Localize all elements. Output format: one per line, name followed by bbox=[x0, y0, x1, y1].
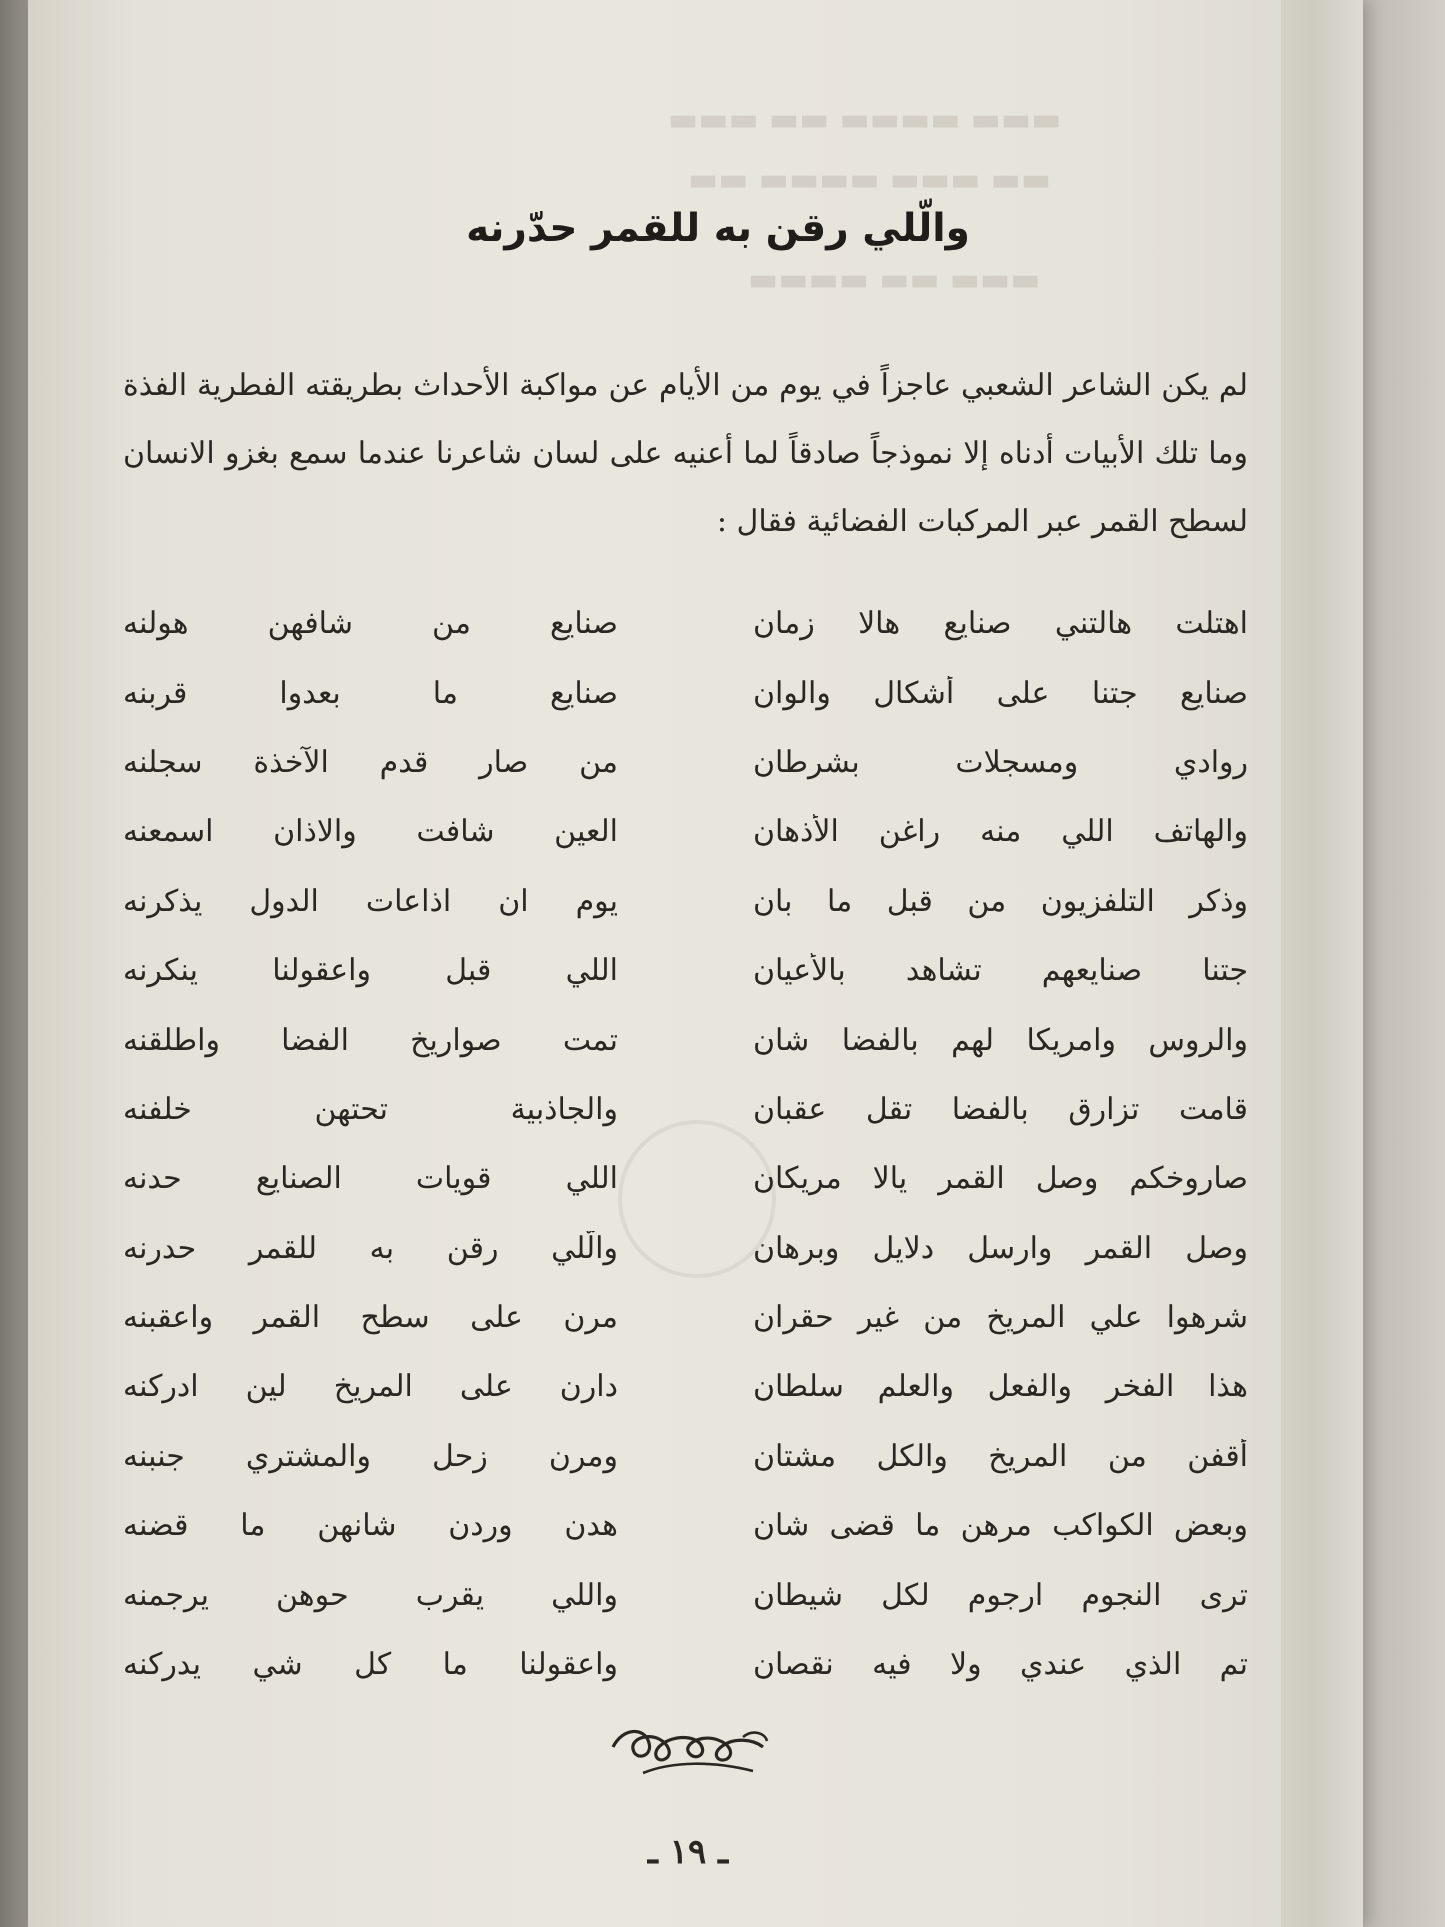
verse-second-hemistich: والجاذبية تحتهن خلفنه bbox=[123, 1091, 618, 1127]
verse bbox=[123, 1422, 1248, 1491]
verse-second-hemistich: اللي قويات الصنايع حدنه bbox=[123, 1161, 618, 1197]
verse-first-hemistich: صنايع جتنا على أشكال والوان bbox=[753, 675, 1248, 711]
poem bbox=[123, 589, 1248, 1699]
bleed-through-text-2: ▬▬ ▬▬▬▬ ▬▬▬ ▬▬ bbox=[688, 160, 1052, 198]
verse-second-hemistich: تمت صواريخ الفضا واطلقنه bbox=[123, 1022, 618, 1058]
page-edge-shadow bbox=[1281, 0, 1363, 1927]
verse-first-hemistich: جتنا صنايعهم تشاهد بالأعيان bbox=[753, 953, 1248, 989]
verse-first-hemistich: صاروخكم وصل القمر يالا مريكان bbox=[753, 1161, 1248, 1197]
verse-first-hemistich: وبعض الكواكب مرهن ما قضى شان bbox=[753, 1508, 1248, 1544]
bleed-through-text-1: ▬▬▬ ▬▬ ▬▬▬▬ ▬▬▬ bbox=[668, 100, 1062, 138]
page-number: ـ ١٩ ـ bbox=[647, 1832, 729, 1872]
verse bbox=[123, 1283, 1248, 1352]
verse-first-hemistich: تم الذي عندي ولا فيه نقصان bbox=[753, 1647, 1248, 1683]
verse bbox=[123, 867, 1248, 936]
verse-first-hemistich: شرهوا علي المريخ من غير حقران bbox=[753, 1300, 1248, 1336]
verse-second-hemistich: مرن على سطح القمر واعقبنه bbox=[123, 1300, 618, 1336]
book-page bbox=[28, 0, 1363, 1927]
verse-first-hemistich: اهتلت هالتني صنايع هالا زمان bbox=[753, 606, 1248, 642]
verse-second-hemistich: من صار قدم الآخذة سجلنه bbox=[123, 744, 618, 780]
verse bbox=[123, 797, 1248, 866]
verse-second-hemistich: اللي قبل واعقولنا ينكرنه bbox=[123, 953, 618, 989]
verse-first-hemistich: روادي ومسجلات بشرطان bbox=[753, 744, 1248, 780]
verse-first-hemistich: والهاتف اللي منه راغن الأذهان bbox=[753, 814, 1248, 850]
bleed-through-text-3: ▬▬▬▬ ▬▬ ▬▬▬ bbox=[748, 260, 1041, 298]
verse bbox=[123, 1214, 1248, 1283]
intro-paragraph: لم يكن الشاعر الشعبي عاجزاً في يوم من الأيام عن مواكبة الأحداث بطريقته الفطرية الفذة وما تلك الأبيات أدناه إلا نموذجاً صادقاً لما أعنيه على لسان شاعرنا عندما سمع بغزو الانسان لسطح القمر عبر المركبات الفضائية فقال : bbox=[123, 368, 1248, 539]
verse-first-hemistich: وذكر التلفزيون من قبل ما بان bbox=[753, 883, 1248, 919]
verse bbox=[123, 1075, 1248, 1144]
verse bbox=[123, 1491, 1248, 1560]
verse bbox=[123, 1630, 1248, 1699]
verse bbox=[123, 936, 1248, 1005]
verse-first-hemistich: والروس وامريكا لهم بالفضا شان bbox=[753, 1022, 1248, 1058]
verse bbox=[123, 1144, 1248, 1213]
verse-first-hemistich: ترى النجوم ارجوم لكل شيطان bbox=[753, 1577, 1248, 1613]
verse-second-hemistich: دارن على المريخ لين ادركنه bbox=[123, 1369, 618, 1405]
verse-second-hemistich: واعقولنا ما كل شي يدركنه bbox=[123, 1647, 618, 1683]
verse-second-hemistich: واللي يقرب حوهن يرجمنه bbox=[123, 1577, 618, 1613]
verse-first-hemistich: وصل القمر وارسل دلايل وبرهان bbox=[753, 1230, 1248, 1266]
verse-second-hemistich: العين شافت والاذان اسمعنه bbox=[123, 814, 618, 850]
verse-first-hemistich: هذا الفخر والفعل والعلم سلطان bbox=[753, 1369, 1248, 1405]
verse-second-hemistich: ومرن زحل والمشتري جنبنه bbox=[123, 1438, 618, 1474]
flourish-ornament-icon bbox=[603, 1715, 778, 1785]
verse bbox=[123, 1560, 1248, 1629]
verse-first-hemistich: أقفن من المريخ والكل مشتان bbox=[753, 1438, 1248, 1474]
verse-second-hemistich: هدن وردن شانهن ما قضنه bbox=[123, 1508, 618, 1544]
verse-second-hemistich: صنايع من شافهن هولنه bbox=[123, 606, 618, 642]
verse-second-hemistich: يوم ان اذاعات الدول يذكرنه bbox=[123, 883, 618, 919]
verse bbox=[123, 1005, 1248, 1074]
verse-first-hemistich: قامت تزارق بالفضا تقل عقبان bbox=[753, 1091, 1248, 1127]
verse bbox=[123, 1352, 1248, 1421]
verse-second-hemistich: والّلي رقن به للقمر حدرنه bbox=[123, 1230, 618, 1266]
verse-second-hemistich: صنايع ما بعدوا قربنه bbox=[123, 675, 618, 711]
verse bbox=[123, 589, 1248, 658]
verse bbox=[123, 728, 1248, 797]
page-title: والّلي رقن به للقمر حدّرنه bbox=[466, 206, 970, 251]
verse bbox=[123, 658, 1248, 727]
